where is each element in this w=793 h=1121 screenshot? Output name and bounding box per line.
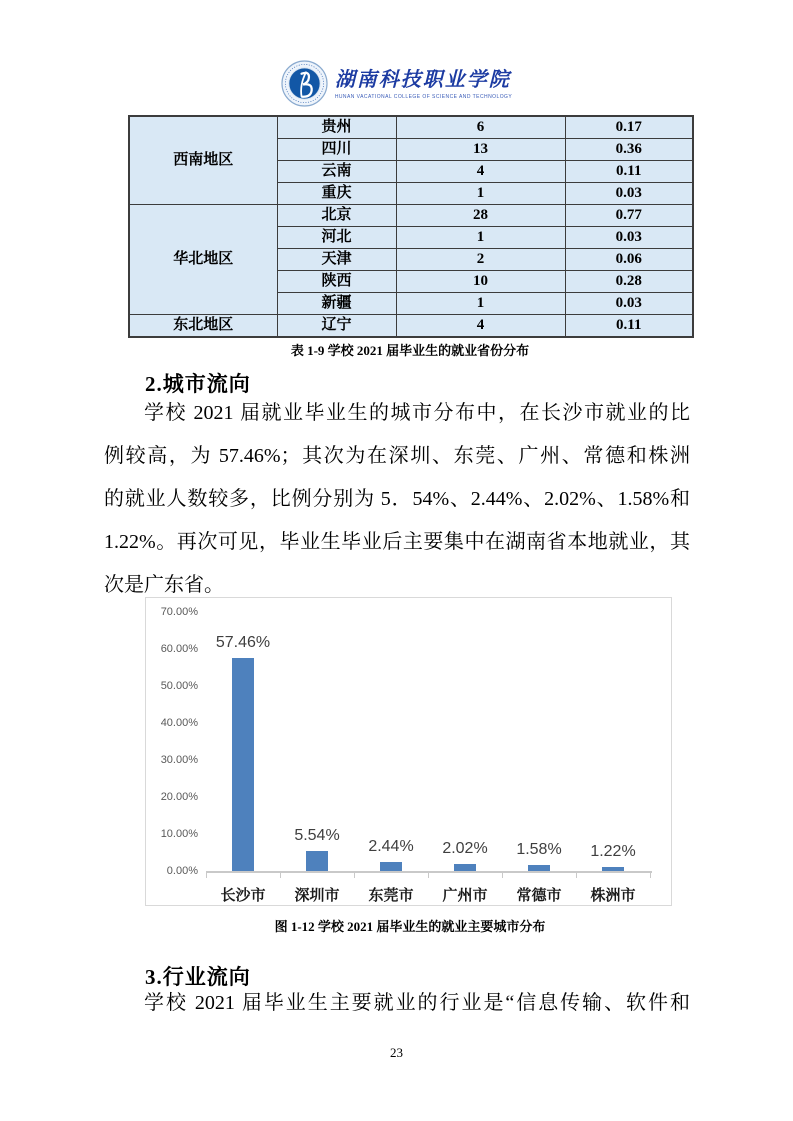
school-name-english: HUNAN VACATIONAL COLLEGE OF SCIENCE AND TECHNOLOGY [334, 93, 513, 100]
chart-category-slot [502, 612, 576, 904]
count-cell: 4 [396, 315, 565, 338]
province-cell: 云南 [277, 161, 396, 183]
paragraph-line: 学校 2021 届就业毕业生的城市分布中，在长沙市就业的比 [144, 402, 690, 424]
province-cell: 新疆 [277, 293, 396, 315]
y-tick-label: 40.00% [160, 717, 198, 729]
province-cell: 重庆 [277, 183, 396, 205]
rate-cell: 0.36 [565, 139, 693, 161]
section-heading-industry: 3.行业流向 [145, 965, 251, 989]
bar-value-label: 1.22% [590, 842, 636, 860]
paragraph-line: 次是广东省。 [104, 574, 224, 596]
rate-cell: 0.03 [565, 227, 693, 249]
table-caption: 表 1-9 学校 2021 届毕业生的就业省份分布 [290, 343, 530, 358]
bar-value-label: 2.02% [442, 839, 488, 857]
industry-paragraph [104, 982, 690, 1025]
y-tick-label: 70.00% [160, 606, 198, 618]
category-label: 东莞市 [368, 888, 414, 904]
city-paragraph [104, 392, 690, 607]
province-cell: 贵州 [277, 116, 396, 139]
count-cell: 1 [396, 227, 565, 249]
rate-cell: 0.11 [565, 315, 693, 338]
count-cell: 2 [396, 249, 565, 271]
province-cell: 四川 [277, 139, 396, 161]
y-tick-label: 60.00% [160, 643, 198, 655]
category-label: 长沙市 [220, 888, 266, 904]
paragraph-line: 1.22%。再次可见，毕业生毕业后主要集中在湖南省本地就业，其 [104, 531, 690, 553]
province-cell: 北京 [277, 205, 396, 227]
paragraph-line: 学校 2021 届毕业生主要就业的行业是“信息传输、软件和 [144, 992, 690, 1014]
school-name: 湖南科技职业学院 [334, 68, 511, 91]
count-cell: 1 [396, 183, 565, 205]
count-cell: 4 [396, 161, 565, 183]
count-cell: 28 [396, 205, 565, 227]
chart-category-slot [354, 612, 428, 904]
chart-category-slot [428, 612, 502, 904]
bar-value-label: 57.46% [215, 634, 271, 652]
province-cell: 河北 [277, 227, 396, 249]
y-tick-label: 20.00% [160, 791, 198, 803]
count-cell: 1 [396, 293, 565, 315]
table-row [129, 315, 693, 338]
y-tick-label: 0.00% [166, 865, 198, 877]
rate-cell: 0.06 [565, 249, 693, 271]
count-cell: 13 [396, 139, 565, 161]
category-label: 常德市 [516, 888, 562, 904]
paragraph-line: 的就业人数较多，比例分别为 5．54%、2.44%、2.02%、1.58%和 [104, 488, 690, 510]
count-cell: 10 [396, 271, 565, 293]
bar-value-label: 2.44% [368, 838, 414, 855]
category-label: 深圳市 [294, 888, 340, 904]
region-cell: 东北地区 [129, 315, 277, 338]
bar [454, 864, 476, 872]
bar [306, 851, 328, 872]
rate-cell: 0.77 [565, 205, 693, 227]
region-cell: 西南地区 [129, 116, 277, 205]
bar [380, 862, 402, 871]
bar-value-label: 1.58% [516, 841, 562, 859]
count-cell: 6 [396, 116, 565, 139]
y-tick-label: 50.00% [160, 680, 198, 692]
school-emblem-icon [281, 60, 328, 107]
chart-category-slot [280, 612, 354, 904]
bar-value-label: 5.54% [294, 826, 340, 844]
city-distribution-chart [145, 597, 672, 906]
brand-block [335, 68, 512, 100]
paragraph-line: 例较高，为 57.46%；其次为在深圳、东莞、广州、常德和株洲 [104, 445, 690, 467]
category-label: 株洲市 [590, 888, 636, 904]
section-heading-city: 2.城市流向 [145, 372, 251, 396]
chart-category-slot [576, 612, 650, 904]
chart-category-slot [206, 612, 280, 904]
y-tick-label: 30.00% [160, 754, 198, 766]
y-tick-label: 10.00% [160, 828, 198, 840]
plot-area [206, 612, 650, 904]
page-number: 23 [390, 1045, 403, 1060]
rate-cell: 0.28 [565, 271, 693, 293]
rate-cell: 0.03 [565, 183, 693, 205]
category-label: 广州市 [442, 888, 488, 904]
region-cell: 华北地区 [129, 205, 277, 315]
rate-cell: 0.11 [565, 161, 693, 183]
province-cell: 陕西 [277, 271, 396, 293]
rate-cell: 0.17 [565, 116, 693, 139]
x-axis-ticks [206, 871, 652, 878]
table-row [129, 116, 693, 139]
figure-caption: 图 1-12 学校 2021 届毕业生的就业主要城市分布 [274, 919, 546, 934]
province-cell: 天津 [277, 249, 396, 271]
page-header [0, 60, 793, 107]
rate-cell: 0.03 [565, 293, 693, 315]
table-row [129, 205, 693, 227]
province-cell: 辽宁 [277, 315, 396, 338]
province-distribution-table [128, 115, 694, 338]
bar [232, 658, 254, 871]
